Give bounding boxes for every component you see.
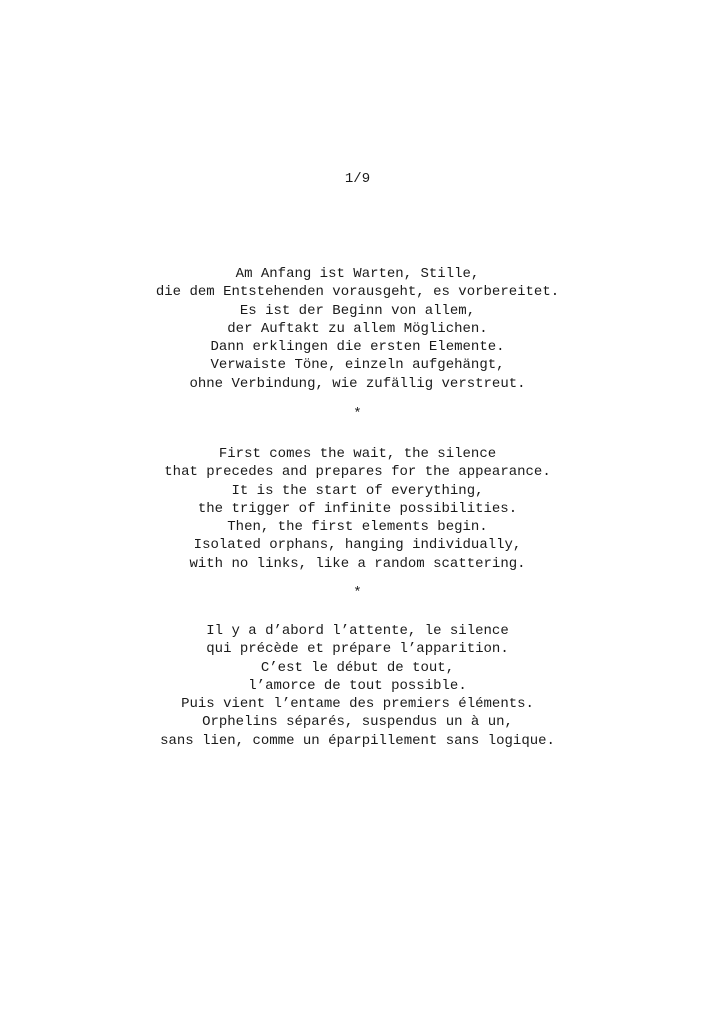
stanza-separator: *: [353, 585, 362, 601]
poem-line: ohne Verbindung, wie zufällig verstreut.: [189, 375, 526, 392]
poem-line: Il y a d’abord l’attente, le silence: [206, 623, 509, 639]
poem-line: l’amorce de tout possible.: [248, 677, 467, 694]
poem-line: It is the start of everything,: [231, 482, 484, 499]
poem-line: Puis vient l’entame des premiers éléments.: [181, 696, 534, 713]
poem-line: the trigger of infinite possibilities.: [197, 500, 518, 517]
poem-line: Dann erklingen die ersten Elemente.: [210, 339, 505, 356]
poem-line: die dem Entstehenden vorausgeht, es vorbereitet.: [155, 284, 560, 301]
poem-line: First comes the wait, the silence: [218, 446, 497, 462]
stanza-german: [0, 265, 715, 393]
poem-line: Verwaiste Töne, einzeln aufgehängt,: [210, 357, 505, 374]
poem-line: Orphelins séparés, suspendus un à un,: [202, 714, 513, 731]
poem-line: der Auftakt zu allem Möglichen.: [227, 320, 488, 337]
stanza-english: [0, 445, 715, 573]
poem-line: C’est le début de tout,: [260, 659, 455, 676]
stanza-french: [0, 622, 715, 750]
poem-line: sans lien, comme un éparpillement sans logique.: [160, 732, 555, 749]
page-number: 1/9: [344, 171, 371, 187]
poem-line: Es ist der Beginn von allem,: [239, 302, 476, 319]
poem-line: Am Anfang ist Warten, Stille,: [235, 266, 480, 282]
poem-line: with no links, like a random scattering.: [189, 555, 526, 572]
poem-line: qui précède et prépare l’apparition.: [206, 641, 509, 658]
poem-line: Isolated orphans, hanging individually,: [193, 537, 522, 554]
stanza-separator: *: [353, 406, 362, 422]
poem-line: Then, the first elements begin.: [227, 519, 488, 536]
poem-line: that precedes and prepares for the appearance.: [164, 464, 551, 481]
